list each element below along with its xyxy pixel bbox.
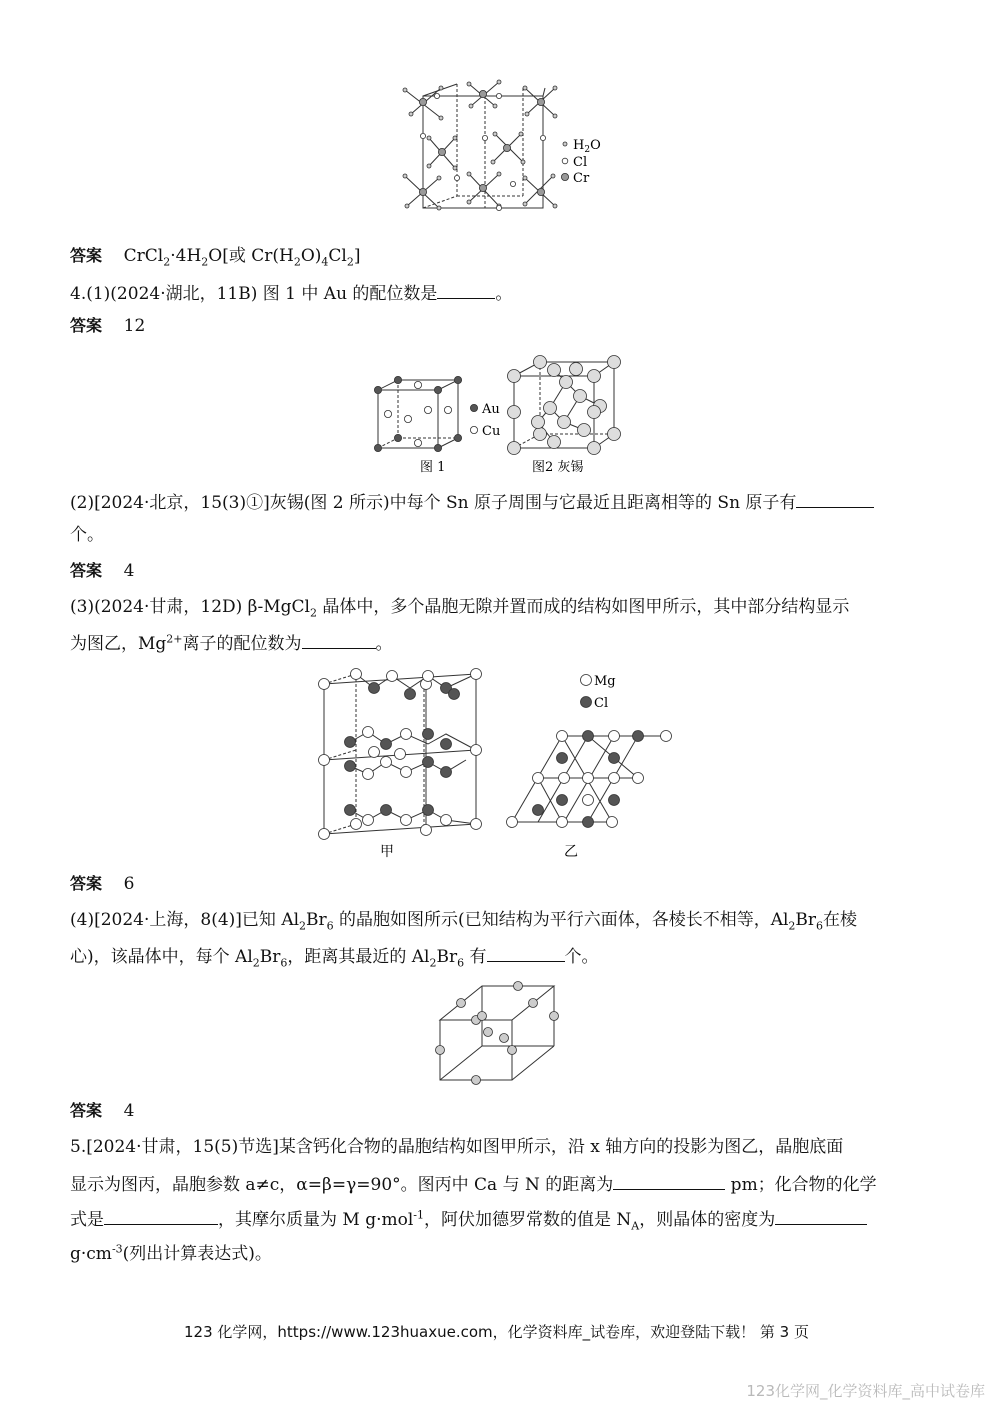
answer-1: [70, 246, 361, 269]
page-footer: 123 化学网，https://www.123huaxue.com，化学资料库_试卷库，欢迎登陆下载！ 第 3 页: [184, 1323, 809, 1341]
mgcl2-structure-figure: [316, 664, 676, 864]
answer-blank[interactable]: [437, 282, 495, 299]
question-4-1: 4.(1)(2024·湖北，11B) 图 1 中 Au 的配位数是 。: [70, 284, 513, 304]
question-4-2: (2)[2024·北京，15(3)①]灰锡(图 2 所示)中每个 Sn 原子周围与它最近且距离相等的 Sn 原子有: [70, 491, 874, 513]
answer-blank-formula[interactable]: [104, 1208, 218, 1225]
watermark-text: 123化学网_化学资料库_高中试卷库: [746, 1382, 985, 1400]
answer-value: 4: [123, 1101, 135, 1121]
question-5-line-1: 5.[2024·甘肃，15(5)节选]某含钙化合物的晶胞结构如图甲所示，沿 x 轴方向的投影为图乙，晶胞底面: [70, 1137, 844, 1157]
answer-value: 4: [123, 561, 135, 581]
figure-yi-caption: 乙: [564, 844, 578, 860]
legend-cu-label: Cu: [482, 424, 501, 439]
answer-blank[interactable]: [487, 945, 565, 962]
legend-cl-label: Cl: [594, 696, 609, 711]
answer-3: [70, 561, 134, 581]
legend-cr-label: Cr: [573, 171, 590, 186]
answer-blank[interactable]: [302, 632, 376, 649]
answer-blank[interactable]: [796, 491, 874, 508]
answer-2: [70, 316, 145, 336]
al2br6-cell-figure: [436, 980, 562, 1084]
answer-value: 12: [123, 316, 146, 336]
question-4-4-line-1: (4)[2024·上海，8(4)]已知 $Al_2Br_6$ 的晶胞如图所示(已知结构为平行六面体，各棱长不相等，$Al_2Br_6$在棱: [70, 910, 858, 933]
figure-jia-caption: 甲: [380, 844, 394, 860]
crcl-structure-figure: [395, 78, 605, 228]
answer-4: [70, 874, 134, 894]
answer-label: 答案: [70, 316, 103, 335]
answer-blank-distance[interactable]: [613, 1173, 725, 1190]
question-5-line-2: 显示为图丙，晶胞参数 a≠c，α=β=γ=90°。图丙中 Ca 与 N 的距离为 pm；化合物的化学: [70, 1175, 877, 1195]
question-5-line-3: 式是 ，其摩尔质量为 M g·mol$^{-1}$，阿伏加德罗常数的值是 $N_A$，则晶体的密度为: [70, 1208, 867, 1230]
question-4-4-line-2: 心)，该晶体中，每个 $Al_2Br_6$，距离其最近的 $Al_2Br_6$ 有 个。: [70, 947, 599, 970]
au-cu-grey-tin-figure: [368, 350, 630, 480]
question-4-3-line-1: (3)(2024·甘肃，12D) β-MgCl$_2$ 晶体中，多个晶胞无隙并置而成的结构如图甲所示，其中部分结构显示: [70, 597, 850, 620]
legend-h2o-label: $H_2O$: [573, 138, 601, 155]
legend-cl-label: Cl: [573, 155, 588, 170]
answer-label: 答案: [70, 561, 103, 580]
legend-mg-label: Mg: [594, 674, 616, 689]
answer-label: 答案: [70, 1101, 103, 1120]
answer-label: 答案: [70, 874, 103, 893]
question-4-2-continued: 个。: [70, 525, 104, 545]
question-4-3-line-2: 为图乙，$Mg^{2+}$离子的配位数为 。: [70, 632, 393, 654]
legend-au-label: Au: [482, 402, 500, 417]
figure-1-caption: 图 1: [420, 460, 446, 475]
answer-value: $CrCl_2\cdot 4H_2O$[或 $Cr(H_2O)_4Cl_2$]: [123, 246, 361, 269]
answer-label: 答案: [70, 246, 103, 265]
answer-value: 6: [123, 874, 135, 894]
question-5-line-4: $g\cdot cm^{-3}$(列出计算表达式)。: [70, 1242, 272, 1264]
answer-5: [70, 1101, 134, 1121]
figure-2-caption: 图2 灰锡: [532, 460, 584, 475]
answer-blank-density[interactable]: [775, 1208, 867, 1225]
